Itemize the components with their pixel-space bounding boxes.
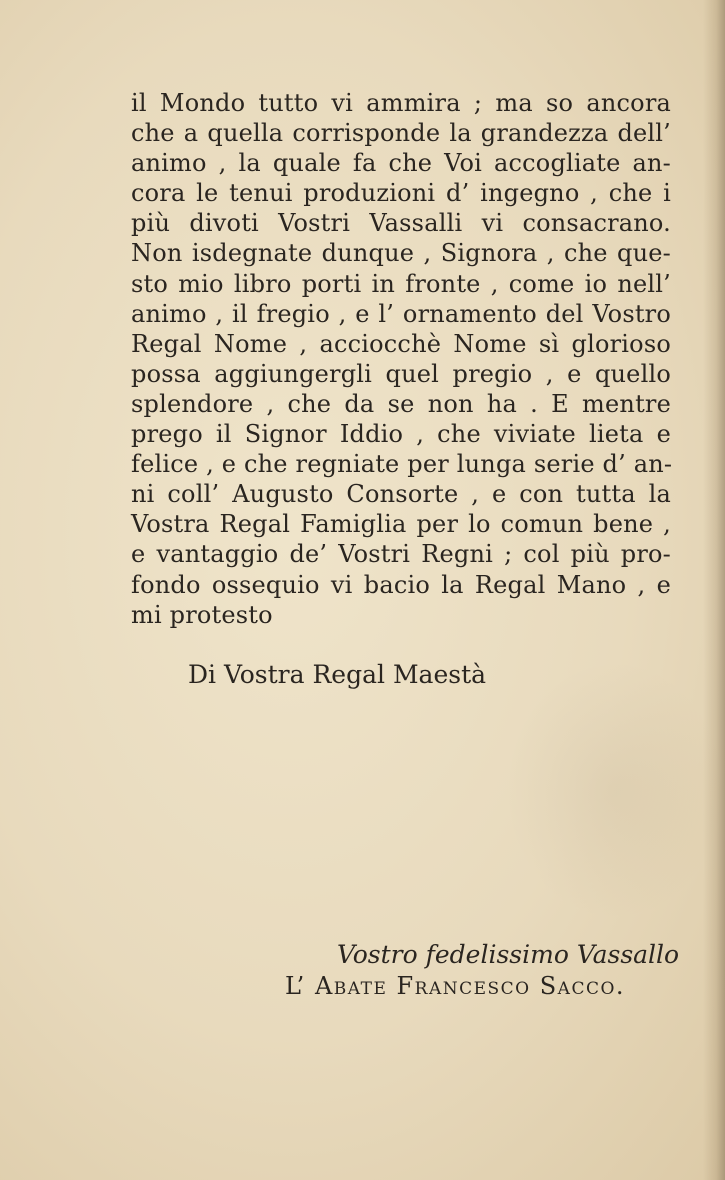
body-line: e vantaggio de’ Vostri Regni ; col più pro- xyxy=(131,540,671,569)
body-line: prego il Signor Iddio , che viviate lieta e xyxy=(131,420,671,449)
show-through-stain xyxy=(505,660,725,920)
body-line: splendore , che da se non ha . E mentre xyxy=(131,389,671,418)
closing-title: Vostro fedelissimo Vassallo xyxy=(337,940,680,969)
body-line: Non isdegnate dunque , Signora , che que- xyxy=(131,239,671,268)
salutation: Di Vostra Regal Maestà xyxy=(188,660,487,689)
body-line: Vostra Regal Famiglia per lo comun bene , xyxy=(131,510,671,539)
page-edge-shadow xyxy=(703,0,725,1180)
body-line: animo , il fregio , e l’ ornamento del Vostro xyxy=(131,299,671,328)
body-line: Regal Nome , acciocchè Nome sì glorioso xyxy=(131,329,671,358)
body-line: animo , la quale fa che Voi accogliate an- xyxy=(131,149,671,178)
body-line: sto mio libro porti in fronte , come io nell’ xyxy=(131,269,671,298)
body-line: che a quella corrisponde la grandezza dell’ xyxy=(131,119,671,148)
body-line: cora le tenui produzioni d’ ingegno , che i xyxy=(131,179,671,208)
body-line: più divoti Vostri Vassalli vi consacrano. xyxy=(131,209,671,238)
body-line: mi protesto xyxy=(131,600,273,629)
author-signature: L’ Abate Francesco Sacco. xyxy=(285,972,626,1000)
body-line: possa aggiungergli quel pregio , e quello xyxy=(131,359,671,388)
body-line: felice , e che regniate per lunga serie d’ an- xyxy=(131,450,673,479)
body-line: fondo ossequio vi bacio la Regal Mano , e xyxy=(131,570,671,599)
dedication-body xyxy=(131,88,671,630)
body-line: il Mondo tutto vi ammira ; ma so ancora xyxy=(131,89,671,117)
body-line: ni coll’ Augusto Consorte , e con tutta la xyxy=(131,480,671,509)
